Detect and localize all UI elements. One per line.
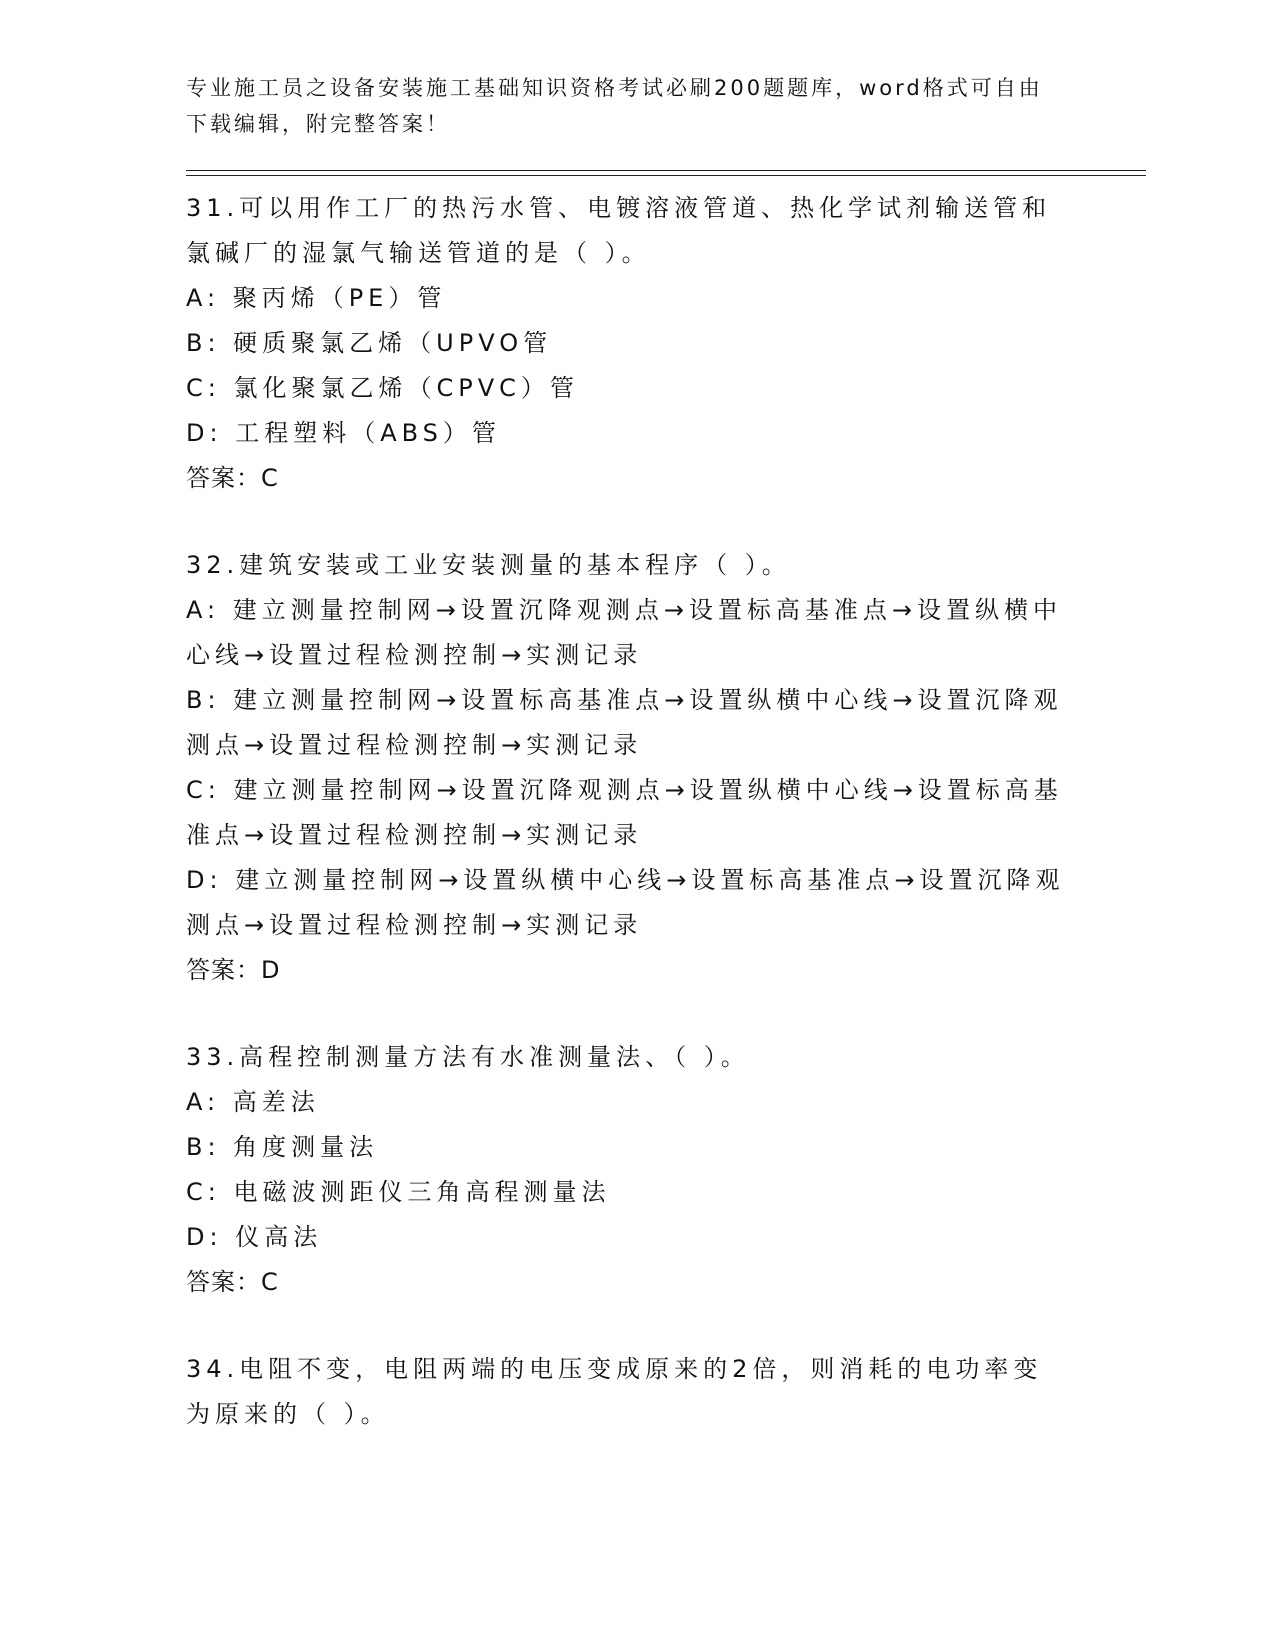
question-31	[186, 186, 1066, 501]
option-d: D: 仪高法	[186, 1223, 323, 1251]
option-a: A: 建立测量控制网→设置沉降观测点→设置标高基准点→设置纵横中心线→设置过程检测控制→实测记录	[186, 596, 1063, 669]
document-header: 专业施工员之设备安装施工基础知识资格考试必刷200题题库，word格式可自由下载编辑，附完整答案！	[186, 76, 1043, 136]
option-c: C: 电磁波测距仪三角高程测量法	[186, 1178, 611, 1206]
option-c: C: 氯化聚氯乙烯（CPVC）管	[186, 374, 579, 402]
question-stem: 31.可以用作工厂的热污水管、电镀溶液管道、热化学试剂输送管和氯碱厂的湿氯气输送管道的是（ ）。	[186, 194, 1052, 267]
question-33	[186, 1035, 1066, 1305]
option-d: D: 工程塑料（ABS）管	[186, 419, 501, 447]
answer: 答案：C	[186, 464, 279, 492]
option-a: A: 聚丙烯（PE）管	[186, 284, 447, 312]
option-a: A: 高差法	[186, 1088, 320, 1116]
question-stem: 33.高程控制测量方法有水准测量法、（ ）。	[186, 1043, 750, 1071]
header-divider	[186, 170, 1146, 176]
question-stem: 32.建筑安装或工业安装测量的基本程序（ ）。	[186, 551, 791, 579]
question-34	[186, 1347, 1066, 1437]
document-page	[186, 70, 1146, 1437]
option-b: B: 建立测量控制网→设置标高基准点→设置纵横中心线→设置沉降观测点→设置过程检测控制→实测记录	[186, 686, 1063, 759]
answer: 答案：D	[186, 956, 281, 984]
option-b: B: 硬质聚氯乙烯（UPVO管	[186, 329, 553, 357]
option-c: C: 建立测量控制网→设置沉降观测点→设置纵横中心线→设置标高基准点→设置过程检测控制→实测记录	[186, 776, 1063, 849]
question-stem: 34.电阻不变，电阻两端的电压变成原来的2倍，则消耗的电功率变为原来的（ ）。	[186, 1355, 1043, 1428]
option-d: D: 建立测量控制网→设置纵横中心线→设置标高基准点→设置沉降观测点→设置过程检测控制→实测记录	[186, 866, 1065, 939]
option-b: B: 角度测量法	[186, 1133, 379, 1161]
question-32	[186, 543, 1066, 993]
answer: 答案：C	[186, 1268, 279, 1296]
